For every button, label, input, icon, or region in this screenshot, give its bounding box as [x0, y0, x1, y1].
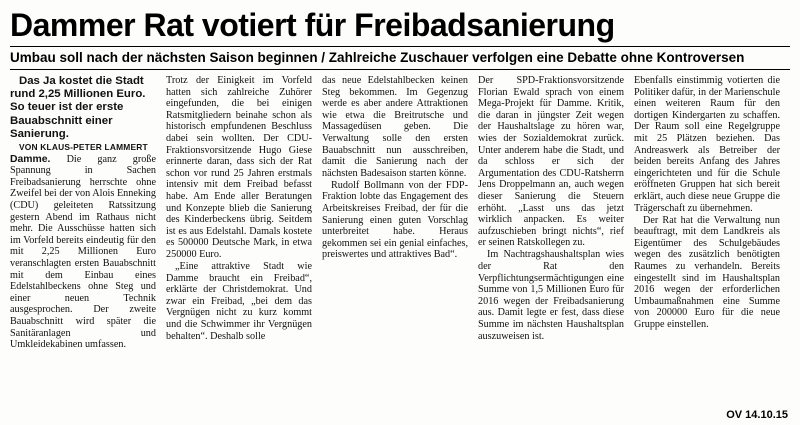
paragraph: Ebenfalls einstimmig votierten die Politiker dafür, in der Marienschule einen weiteren Raum für den dortigen Kindergarten zu schaffen. Der Raum soll eine Regelgruppe mit 25 Plätzen beziehen. Das Andreaswerk als Betreiber der beiden bereits Anfang des Jahres eingerichteten und für die Schule eröffneten Gruppen hat sich bereit erklärt, auch diese neue Gruppe die Trägerschaft zu übernehmen. [634, 75, 780, 214]
paragraph: „Eine attraktive Stadt wie Damme braucht ein Freibad“, erklärte der Christdemokrat. Und zwar ein Freibad, „bei dem das Vergnügen nicht zu kurz kommt und die Schwimmer ihr Vergnügen behalten“. Deshalb solle [166, 261, 312, 342]
article-column-5 [634, 75, 780, 331]
paragraph: das neue Edelstahlbecken keinen Steg bekommen. Im Gegenzug werde es aber andere Attraktionen wie etwa die Breitrutsche und Massagedüsen geben. Die Verwaltung solle den ersten Bauabschnitt nun ausschreiben, damit die Sanierung nach der nächsten Badesaison starten könne. [322, 75, 468, 179]
headline-divider [10, 46, 790, 47]
paragraph: Rudolf Bollmann von der FDP-Fraktion lobte das Engagement des Arbeitskreises Freibad, der für die Sanierung einen guten Vorschlag unterbreitet habe. Heraus gekommen sei ein genial einfaches, preiswertes und attraktives Bad“. [322, 179, 468, 261]
article-subhead: Umbau soll nach der nächsten Saison beginnen / Zahlreiche Zuschauer verfolgen eine Debatte ohne Kontroversen [10, 50, 745, 65]
paragraph-text: Die ganz große Spannung in Sachen Freibadsanierung herrschte ohne Zweifel bei der von Alois Enneking (CDU) geleiteten Ratssitzung gestern Abend im Rathaus nicht mehr. Die Ausschüsse hatten sich im Vorfeld bereits eindeutig für den mit 2,25 Millionen Euro veranschlagten ersten Bauabschnitt mit dem Einbau eines Edelstahlbeckens ohne Steg und einer neuen Technik ausgesprochen. Der zweite Bauabschnitt wird später die Sanitäranlagen und Umkleidekabinen umfassen. [10, 153, 156, 351]
article-column-1 [10, 75, 156, 351]
paragraph: Der SPD-Fraktionsvorsitzende Florian Ewald sprach von einem Mega-Projekt für Damme. Kritik, die daran in jüngster Zeit wegen der Haushaltslage zu hören war, wies der Sozialdemokrat zurück. Unter anderem habe die Stadt, und da schloss er sich der Argumentation des CDU-Ratsherrn Jens Droppelmann an, auch wegen dieser Sanierung die Steuern erhöht. „Lasst uns das jetzt wirklich anpacken. Es weiter aufzuschieben bringt nichts“, rief er seinen Ratskollegen zu. [478, 75, 624, 249]
article-lead: Das Ja kostet die Stadt rund 2,25 Millionen Euro. So teuer ist der erste Bauabschnitt einer Sanierung. [10, 75, 146, 140]
paragraph: Trotz der Einigkeit im Vorfeld hatten sich zahlreiche Zuhörer eingefunden, die bei einigen Ratsmitgliedern beinahe schon als historisch empfundenen Beschluss dabei sein wollten. Der CDU-Fraktionsvorsitzende Hugo Giese erinnerte daran, dass sich der Rat schon vor rund 25 Jahren erstmals intensiv mit dem Freibad befasst habe. Am Ende aller Beratungen und Konzepte blieb die Sanierung des Kinderbeckens übrig. Seitdem ist es aus Edelstahl. Damals kostete es 500000 Deutsche Mark, in etwa 250000 Euro. [166, 75, 312, 260]
paragraph: Der Rat hat die Verwaltung nun beauftragt, mit dem Landkreis als Eigentümer des Schulgebäudes wegen des zusätzlich benötigten Raumes zu verhandeln. Bereits eingestellt sind im Haushaltsplan 2016 wegen der erforderlichen Umbaumaßnahmen eine Summe von 200000 Euro für die neue Gruppe einstellen. [634, 214, 780, 330]
article-column-3 [322, 75, 468, 262]
source-note: OV 14.10.15 [726, 409, 788, 421]
article-dateline: Damme. [10, 153, 51, 165]
paragraph: Im Nachtragshaushaltsplan wies der Rat den Verpflichtungsermächtigungen eine Summe von 1,5 Millionen Euro für 2016 wegen der Freibadsanierung aus. Damit legte er fest, dass diese Summe im nächsten Haushaltsplan auszuweisen ist. [478, 249, 624, 342]
article-column-4 [478, 75, 624, 343]
subhead-divider [10, 69, 790, 70]
paragraph [10, 154, 156, 351]
article-byline: VON KLAUS-PETER LAMMERT [19, 141, 148, 152]
article-columns [10, 75, 790, 351]
page-title: Dammer Rat votiert für Freibadsanierung [10, 7, 615, 43]
article-column-2 [166, 75, 312, 343]
